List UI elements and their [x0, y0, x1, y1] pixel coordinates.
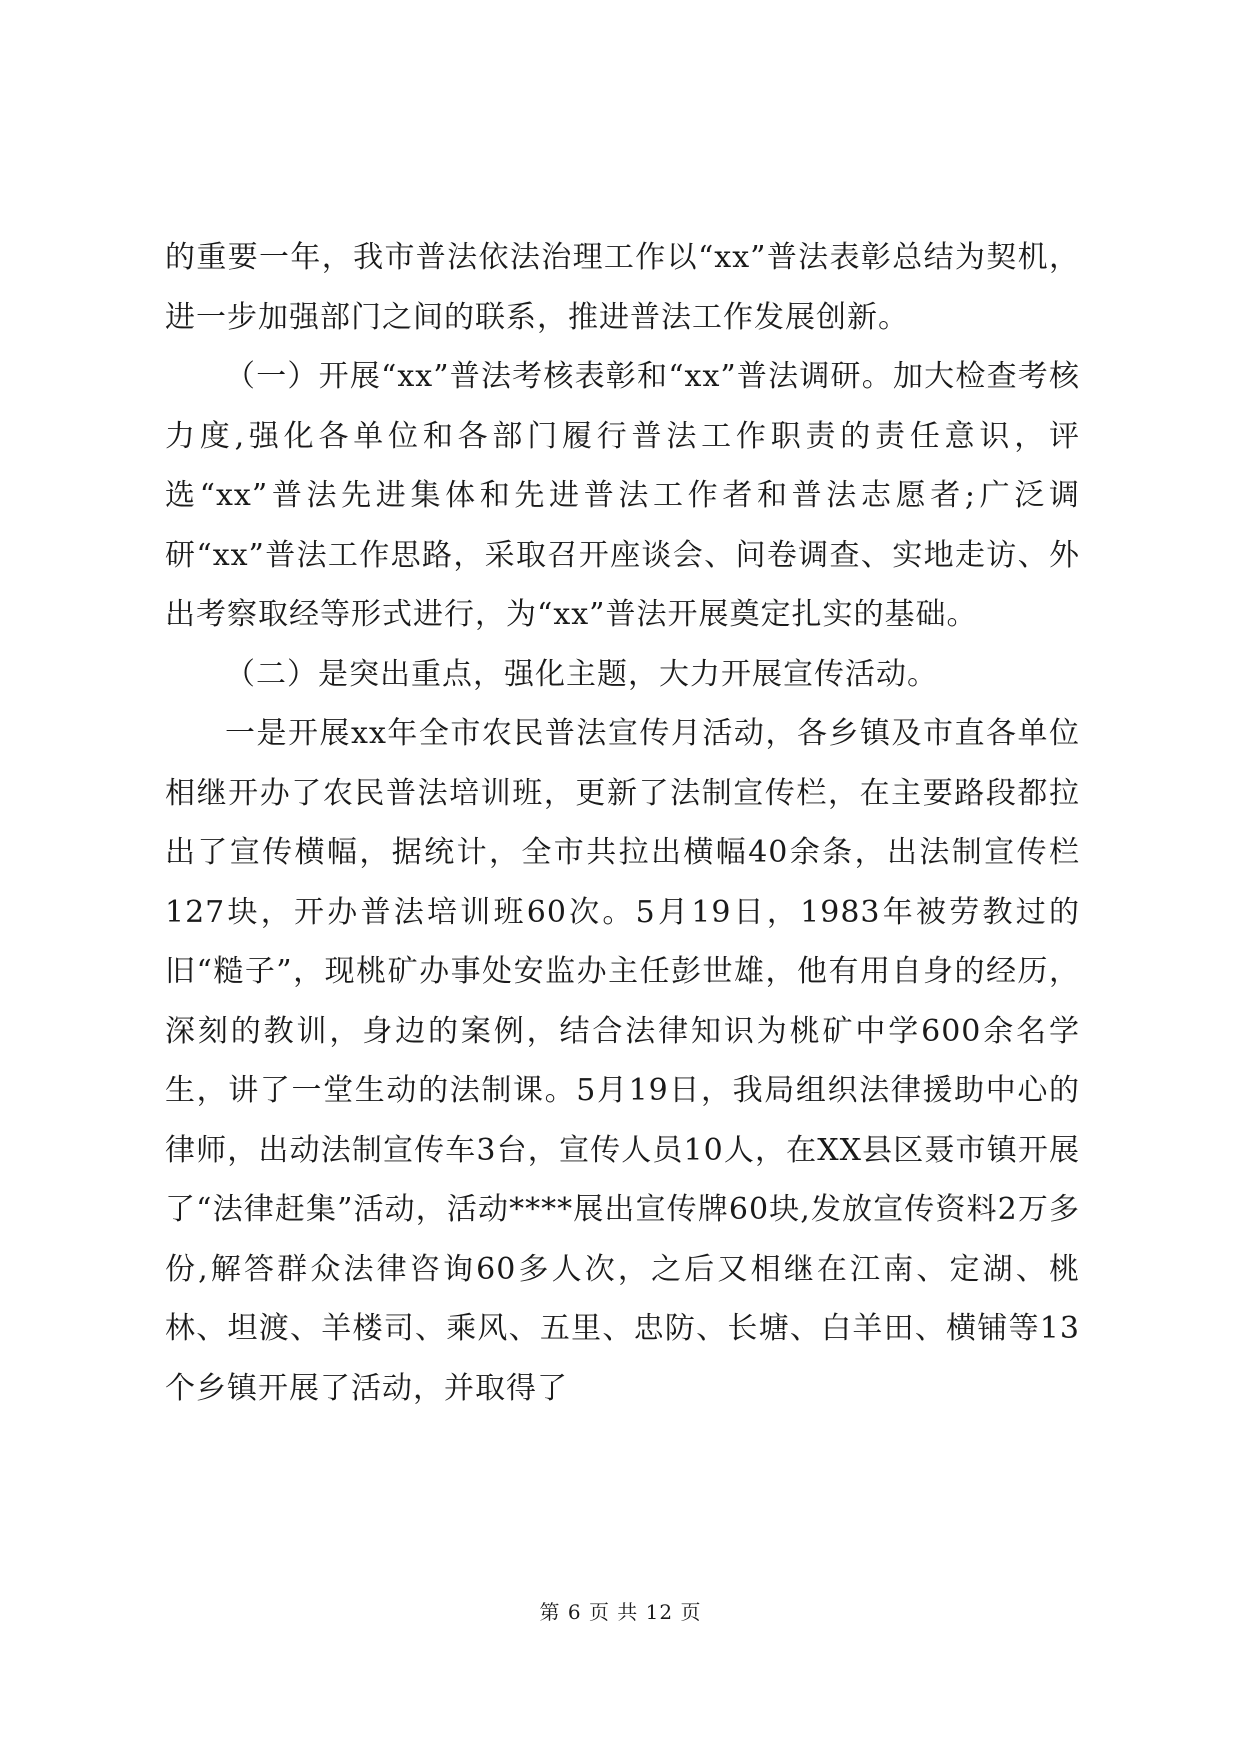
document-body — [165, 228, 1080, 1418]
paragraph-continuation: 的重要一年，我市普法依法治理工作以“xx”普法表彰总结为契机，进一步加强部门之间的联系，推进普法工作发展创新。 — [165, 240, 1080, 335]
paragraph-activity-details: 一是开展xx年全市农民普法宣传月活动，各乡镇及市直各单位相继开办了农民普法培训班，更新了法制宣传栏，在主要路段都拉出了宣传横幅，据统计，全市共拉出横幅40余条，出法制宣传栏127块，开办普法培训班60次。5月19日，1983年被劳教过的旧“糙子”，现桃矿办事处安监办主任彭世雄，他有用自身的经历，深刻的教训，身边的案例，结合法律知识为桃矿中学600余名学生，讲了一堂生动的法制课。5月19日，我局组织法律援助中心的律师，出动法制宣传车3台，宣传人员10人，在XX县区聂市镇开展了“法律赶集”活动，活动****展出宣传牌60块,发放宣传资料2万多份,解答群众法律咨询60多人次，之后又相继在江南、定湖、桃林、坦渡、羊楼司、乘风、五里、忠防、长塘、白羊田、横铺等13个乡镇开展了活动，并取得了 — [165, 716, 1080, 1406]
page-number-footer: 第 6 页 共 12 页 — [539, 1600, 702, 1624]
paragraph-section-one: （一）开展“xx”普法考核表彰和“xx”普法调研。加大检查考核力度,强化各单位和各部门履行普法工作职责的责任意识，评选“xx”普法先进集体和先进普法工作者和普法志愿者;广泛调研“xx”普法工作思路，采取召开座谈会、问卷调查、实地走访、外出考察取经等形式进行，为“xx”普法开展奠定扎实的基础。 — [165, 359, 1080, 632]
paragraph-section-two-heading: （二）是突出重点，强化主题，大力开展宣传活动。 — [225, 656, 938, 692]
